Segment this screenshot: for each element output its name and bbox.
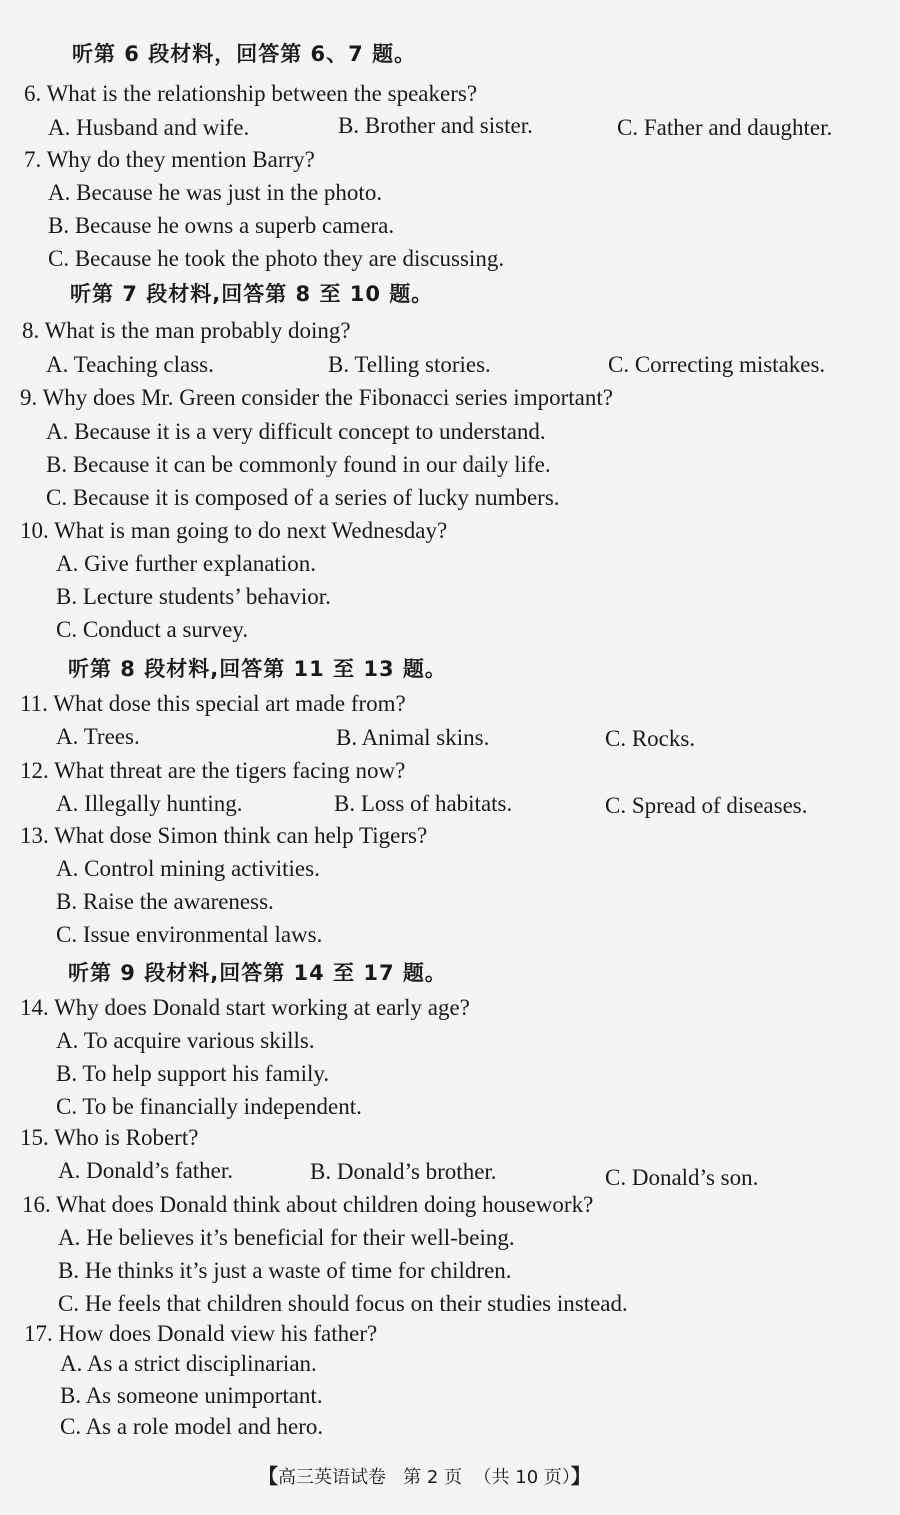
question-15-option-c: C. Donald’s son. [605,1165,759,1190]
section-heading-7: 听第 7 段材料,回答第 8 至 10 题。 [70,282,434,306]
question-6-stem: 6. What is the relationship between the speakers? [24,81,478,106]
question-16-option-c: C. He feels that children should focus on their studies instead. [58,1291,628,1316]
question-7-stem: 7. Why do they mention Barry? [24,147,315,172]
question-10-option-c: C. Conduct a survey. [56,617,249,642]
question-8-stem: 8. What is the man probably doing? [22,318,351,343]
question-6-option-a: A. Husband and wife. [48,115,250,140]
section-heading-9: 听第 9 段材料,回答第 14 至 17 题。 [68,961,447,985]
question-14-option-a: A. To acquire various skills. [56,1028,315,1053]
question-11-option-c: C. Rocks. [605,726,696,751]
question-14-option-c: C. To be financially independent. [56,1094,362,1119]
footer-bracket-close: 】 [570,1464,591,1488]
question-15-stem: 15. Who is Robert? [20,1125,199,1150]
question-13-option-c: C. Issue environmental laws. [56,922,323,947]
question-12-stem: 12. What threat are the tigers facing now? [20,758,406,783]
question-16-stem: 16. What does Donald think about children doing housework? [22,1192,594,1217]
question-9-option-c: C. Because it is composed of a series of lucky numbers. [46,485,560,510]
question-17-option-b: B. As someone unimportant. [60,1383,323,1408]
question-14-option-b: B. To help support his family. [56,1061,330,1086]
question-17-stem: 17. How does Donald view his father? [24,1321,378,1346]
footer-exam-title: 高三英语试卷 [278,1467,386,1488]
question-8-option-a: A. Teaching class. [46,352,214,377]
question-7-option-b: B. Because he owns a superb camera. [48,213,395,238]
question-7-option-c: C. Because he took the photo they are discussing. [48,246,505,271]
question-9-option-b: B. Because it can be commonly found in our daily life. [46,452,551,477]
question-12-option-a: A. Illegally hunting. [56,791,243,816]
question-9-option-a: A. Because it is a very difficult concept to understand. [46,419,546,444]
footer-bracket-open: 【 [258,1464,278,1488]
question-10-option-a: A. Give further explanation. [56,551,316,576]
footer-page-total: （共 10 页） [473,1467,571,1488]
question-12-option-b: B. Loss of habitats. [334,791,513,816]
question-9-stem: 9. Why does Mr. Green consider the Fibonacci series important? [20,385,613,410]
question-6-option-b: B. Brother and sister. [338,113,533,138]
question-7-option-a: A. Because he was just in the photo. [48,180,383,205]
section-heading-6: 听第 6 段材料，回答第 6、7 题。 [72,42,417,66]
question-13-option-a: A. Control mining activities. [56,856,320,881]
question-12-option-c: C. Spread of diseases. [605,793,808,818]
question-8-option-b: B. Telling stories. [328,352,491,377]
question-11-stem: 11. What dose this special art made from? [20,691,406,716]
question-17-option-c: C. As a role model and hero. [60,1414,324,1439]
question-17-option-a: A. As a strict disciplinarian. [60,1351,317,1376]
footer-page-number: 第 2 页 [403,1467,463,1488]
question-11-option-a: A. Trees. [56,724,140,749]
question-10-option-b: B. Lecture students’ behavior. [56,584,331,609]
page-footer [258,1460,591,1489]
question-11-option-b: B. Animal skins. [336,725,490,750]
question-13-stem: 13. What dose Simon think can help Tigers? [20,823,428,848]
question-14-stem: 14. Why does Donald start working at early age? [20,995,470,1020]
question-8-option-c: C. Correcting mistakes. [608,352,826,377]
question-16-option-a: A. He believes it’s beneficial for their well-being. [58,1225,515,1250]
section-heading-8: 听第 8 段材料,回答第 11 至 13 题。 [68,657,447,681]
question-13-option-b: B. Raise the awareness. [56,889,274,914]
question-15-option-a: A. Donald’s father. [58,1158,234,1183]
question-10-stem: 10. What is man going to do next Wednesday? [20,518,448,543]
question-15-option-b: B. Donald’s brother. [310,1159,497,1184]
question-6-option-c: C. Father and daughter. [617,115,833,140]
question-16-option-b: B. He thinks it’s just a waste of time for children. [58,1258,512,1283]
